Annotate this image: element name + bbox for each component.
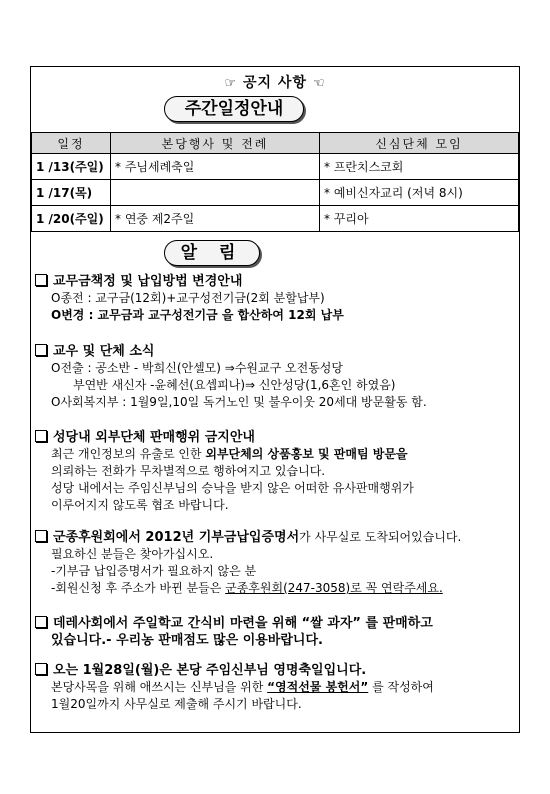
checkbox-bullet-icon — [35, 663, 47, 675]
notice-section-donation-certificate — [35, 529, 461, 597]
section-line: 필요하신 분들은 찾아가십시오. — [51, 547, 214, 561]
table-header-row — [32, 133, 519, 154]
notice-section-sales-ban — [35, 429, 414, 514]
checkbox-bullet-icon — [35, 344, 47, 356]
notice-section-feast-day — [35, 662, 434, 713]
checkbox-bullet-icon — [35, 616, 47, 628]
checkbox-bullet-icon — [35, 430, 47, 442]
section-line: O종전 : 교구금(12회)+교구성전기금(2회 분할납부) — [51, 291, 325, 305]
section-line: 를 작성하여 — [368, 680, 434, 694]
row-event: * 주님세례축일 — [111, 154, 320, 180]
table-row — [32, 180, 519, 206]
section-line: 있습니다.- 우리농 판매점도 많은 이용바랍니다. — [51, 633, 323, 648]
notice-frame — [30, 66, 520, 733]
notices-title: 알 림 — [164, 240, 260, 266]
section-line-emphasis: 외부단체의 상품홍보 및 판매팀 방문을 — [205, 447, 408, 461]
section-line: 부연반 새신자 -윤혜선(요셉피나)⇒ 신안성당(1,6혼인 하였음) — [73, 378, 396, 392]
section-heading: 군종후원회에서 2012년 기부금납입증명서 — [53, 530, 300, 545]
section-line: 의뢰하는 전화가 무차별적으로 행하여지고 있습니다. — [51, 464, 326, 478]
spiritual-gift-form: “영적선물 봉헌서” — [267, 680, 369, 694]
section-heading: 성당내 외부단체 판매행위 금지안내 — [53, 430, 255, 445]
section-line: -기부금 납입증명서가 필요하지 않은 분 — [51, 564, 257, 578]
section-line: 최근 개인정보의 유출로 인한 — [51, 447, 206, 461]
section-heading: 오는 1월28일(월)은 본당 주임신부님 영명축일입니다. — [53, 663, 367, 678]
column-header-event: 본당행사 및 전례 — [111, 133, 320, 154]
contact-phone: 군종후원회(247-3058)로 꼭 연락주세요. — [225, 581, 443, 595]
section-line: 본당사목을 위해 애쓰시는 신부님을 위한 — [51, 680, 268, 694]
notice-section-dues — [35, 273, 344, 324]
notice-title-bar — [31, 72, 519, 92]
section-line: O변경 : 교무금과 교구성전기금 을 합산하여 12회 납부 — [51, 308, 344, 322]
section-line: O전출 : 공소반 - 박희신(안셀모) ⇒수원교구 오전동성당 — [51, 361, 343, 375]
section-line: 1월20일까지 사무실로 제출해 주시기 바랍니다. — [51, 697, 302, 711]
table-row — [32, 206, 519, 232]
row-date: 1 /17(목) — [32, 180, 111, 206]
notice-section-rice-snack — [35, 615, 433, 649]
schedule-table — [31, 132, 519, 232]
section-line: -회원신청 후 주소가 바뀐 분들은 — [51, 581, 226, 595]
section-line: 이루어지지 않도록 협조 바랍니다. — [51, 498, 229, 512]
section-heading-rest: 가 사무실로 도착되어있습니다. — [299, 530, 462, 544]
table-row — [32, 154, 519, 180]
pointing-hand-right-icon: ☞ — [224, 76, 238, 91]
column-header-group: 신심단체 모임 — [320, 133, 519, 154]
checkbox-bullet-icon — [35, 530, 47, 542]
checkbox-bullet-icon — [35, 274, 47, 286]
row-event — [111, 180, 320, 206]
section-heading: 데레사회에서 주일학교 간식비 마련을 위해 “쌀 과자” 를 판매하고 — [53, 616, 433, 631]
notice-title: 공지 사항 — [243, 75, 307, 91]
row-event: * 연중 제2주일 — [111, 206, 320, 232]
pointing-hand-left-icon: ☜ — [312, 76, 326, 91]
row-group: * 프란치스코회 — [320, 154, 519, 180]
notice-section-parishioners — [35, 343, 427, 411]
row-group: * 예비신자교리 (저녁 8시) — [320, 180, 519, 206]
section-line: 성당 내에서는 주임신부님의 승낙을 받지 않은 어떠한 유사판매행위가 — [51, 481, 414, 495]
section-heading: 교우 및 단체 소식 — [53, 344, 155, 359]
schedule-title: 주간일정안내 — [164, 96, 304, 122]
column-header-date: 일정 — [32, 133, 111, 154]
section-line: O사회복지부 : 1월9일,10일 독거노인 및 불우이웃 20세대 방문활동 함. — [51, 395, 427, 409]
row-group: * 꾸리아 — [320, 206, 519, 232]
row-date: 1 /13(주일) — [32, 154, 111, 180]
section-heading: 교무금책정 및 납입방법 변경안내 — [53, 274, 243, 289]
row-date: 1 /20(주일) — [32, 206, 111, 232]
